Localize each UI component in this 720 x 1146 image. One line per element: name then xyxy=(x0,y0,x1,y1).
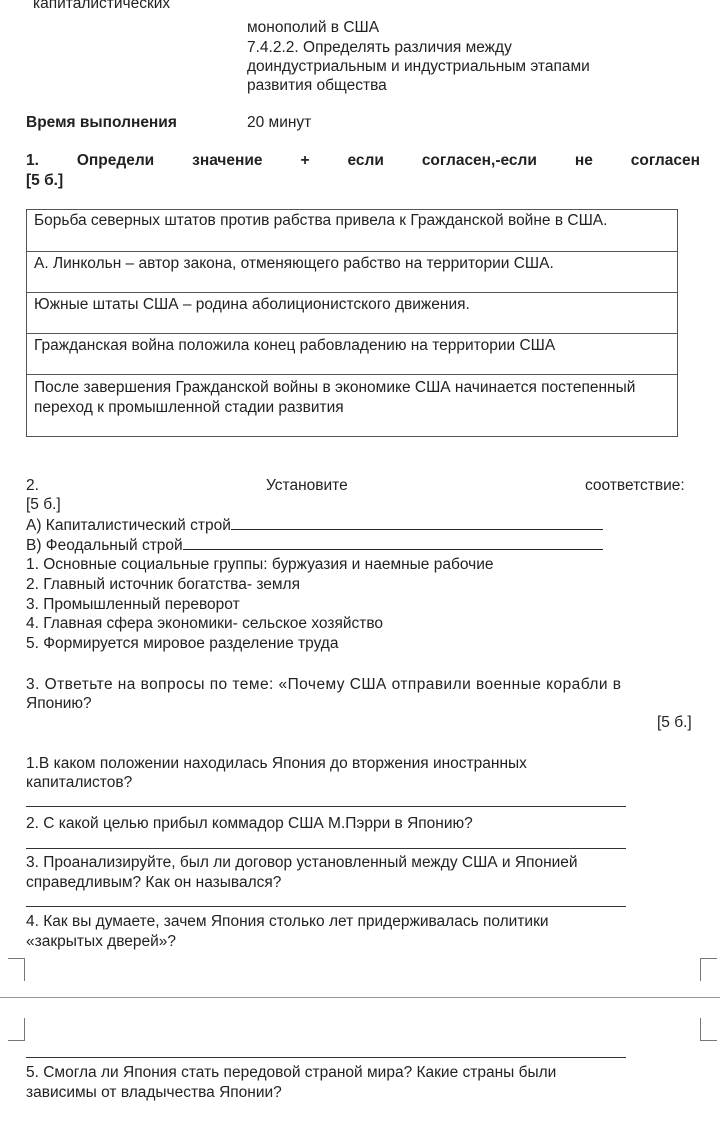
question-2: 2. С какой целью прибыл коммадор США М.Пэрри в Японию? xyxy=(26,815,473,832)
question-4-line-2: «закрытых дверей»? xyxy=(26,933,177,950)
answer-line-4[interactable] xyxy=(26,1057,626,1058)
task1-word: значение xyxy=(192,152,263,169)
answer-blank-b[interactable] xyxy=(183,535,603,550)
question-1-line-2: капиталистов? xyxy=(26,774,133,791)
page-corner-mark xyxy=(8,958,25,981)
topic-line: монополий в США xyxy=(247,19,380,36)
task1-word: если xyxy=(347,152,384,169)
header-cut-text: капиталистических xyxy=(33,0,171,12)
answer-line-1[interactable] xyxy=(26,806,626,807)
task3-intro-line-2: Японию? xyxy=(26,695,92,712)
task1-word: Определи xyxy=(76,152,155,169)
task3-points: [5 б.] xyxy=(657,714,692,731)
task2-number: 2. xyxy=(26,477,39,494)
task1-number: 1. xyxy=(26,152,39,169)
objective-line-1: 7.4.2.2. Определять различия между xyxy=(247,39,512,56)
match-item: 3. Промышленный переворот xyxy=(26,596,240,613)
match-item: 1. Основные социальные группы: буржуазия и наемные рабочие xyxy=(26,556,494,573)
page-break-line xyxy=(0,997,720,998)
page-corner-mark xyxy=(700,1018,717,1041)
question-5-line-1: 5. Смогла ли Япония стать передовой страной мира? Какие страны были xyxy=(26,1064,557,1081)
question-5-line-2: зависимы от владычества Японии? xyxy=(26,1084,282,1101)
page-corner-mark xyxy=(700,958,717,981)
table-row xyxy=(27,334,678,375)
table-row xyxy=(27,375,678,437)
match-item: 5. Формируется мировое разделение труда xyxy=(26,635,339,652)
time-label: Время выполнения xyxy=(26,114,177,131)
time-value: 20 минут xyxy=(247,114,312,131)
statement-cell: Борьба северных штатов против рабства привела к Гражданской войне в США. xyxy=(27,210,678,252)
answer-line-3[interactable] xyxy=(26,906,626,907)
answer-line-a xyxy=(26,515,636,536)
statements-table xyxy=(26,209,678,437)
statement-cell: Южные штаты США – родина аболиционистского движения. xyxy=(27,293,678,334)
task2-word-1: Установите xyxy=(266,477,348,494)
task3-intro-line-1 xyxy=(26,675,700,695)
objective-line-2: доиндустриальным и индустриальным этапами xyxy=(247,58,590,75)
answer-blank-a[interactable] xyxy=(231,515,603,530)
table-row xyxy=(27,293,678,334)
option-b-label: В) Феодальный строй xyxy=(26,537,183,554)
table-row xyxy=(27,252,678,293)
match-item: 4. Главная сфера экономики- сельское хозяйство xyxy=(26,615,384,632)
match-item: 2. Главный источник богатства- земля xyxy=(26,576,300,593)
statement-cell: Гражданская война положила конец рабовладению на территории США xyxy=(27,334,678,375)
task3-intro-text: 3. Ответьте на вопросы по теме: «Почему США отправили военные корабли в xyxy=(26,676,622,693)
objective-line-3: развития общества xyxy=(247,77,387,94)
statement-cell: А. Линкольн – автор закона, отменяющего рабство на территории США. xyxy=(27,252,678,293)
option-a-label: А) Капиталистический строй xyxy=(26,517,231,534)
question-4-line-1: 4. Как вы думаете, зачем Япония столько лет придерживалась политики xyxy=(26,913,549,930)
question-1-line-1: 1.В каком положении находилась Япония до вторжения иностранных xyxy=(26,755,527,772)
task1-word: согласен,-если xyxy=(421,152,537,169)
task1-heading xyxy=(26,151,700,171)
question-3-line-2: справедливым? Как он назывался? xyxy=(26,874,282,891)
answer-line-2[interactable] xyxy=(26,848,626,849)
table-row xyxy=(27,210,678,252)
task2-word-2: соответствие: xyxy=(585,477,685,494)
statement-cell: После завершения Гражданской войны в экономике США начинается постепенный переход к промышленной стадии развития xyxy=(27,375,678,437)
task1-word: не xyxy=(574,152,593,169)
task2-points: [5 б.] xyxy=(26,496,61,513)
task1-word: + xyxy=(300,152,310,169)
task1-points: [5 б.] xyxy=(26,172,64,189)
task1-word: согласен xyxy=(630,152,700,169)
page-corner-mark xyxy=(8,1018,25,1041)
question-3-line-1: 3. Проанализируйте, был ли договор установленный между США и Японией xyxy=(26,854,578,871)
answer-line-b xyxy=(26,535,636,556)
